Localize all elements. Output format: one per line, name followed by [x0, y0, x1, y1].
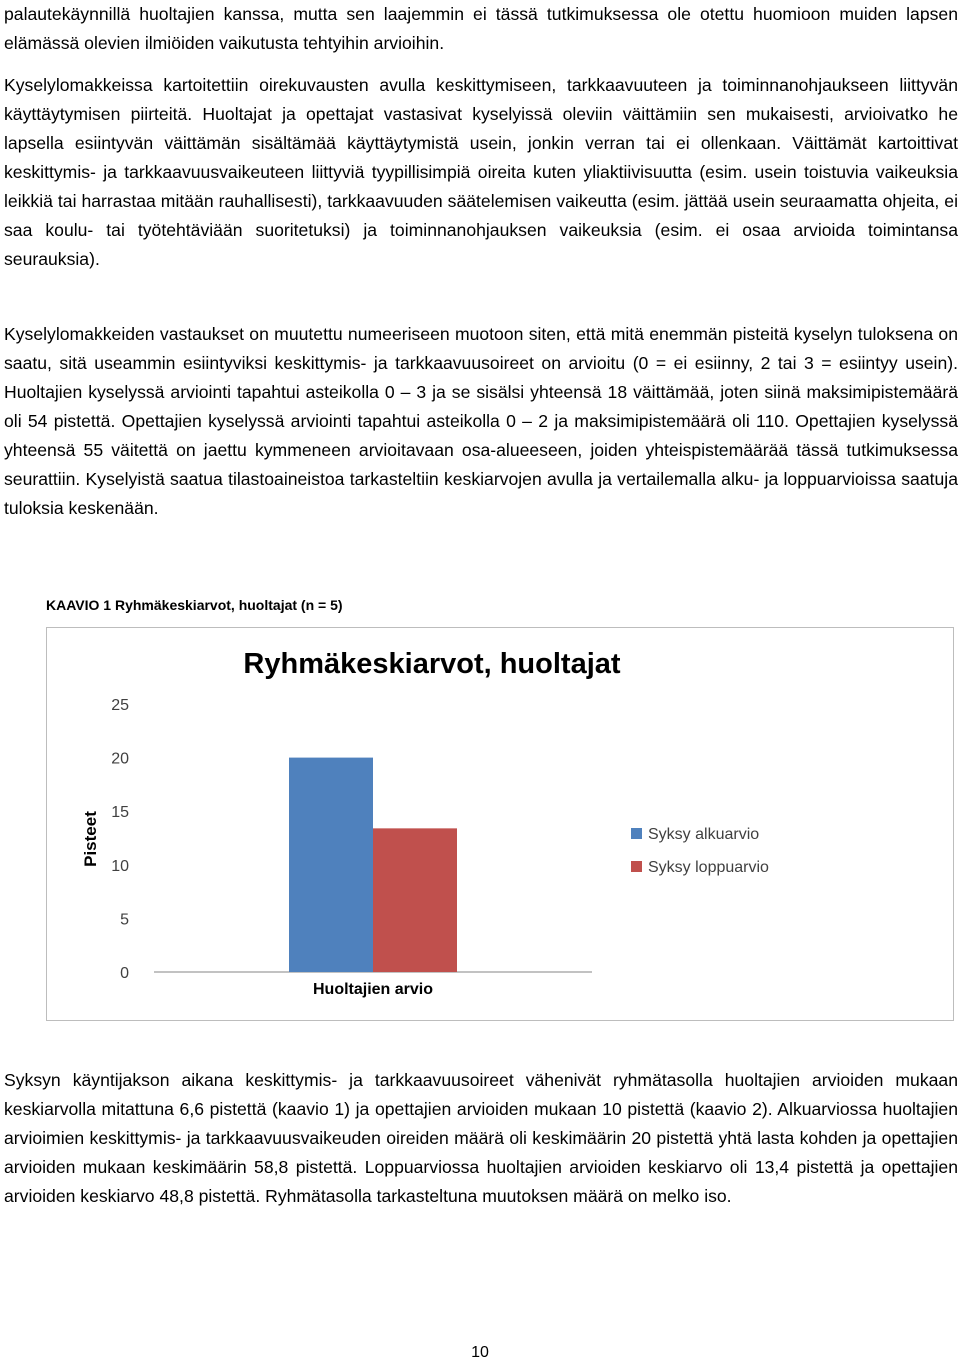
legend-label: Syksy alkuarvio	[648, 826, 760, 843]
y-axis-label: Pisteet	[81, 811, 100, 867]
y-tick-label: 10	[111, 857, 129, 875]
paragraph-3: Kyselylomakkeiden vastaukset on muutettu numeeriseen muotoon siten, että mitä enemmän pisteitä kyselyn tuloksena on saatu, sitä useammin esiintyviksi keskittymis- ja tarkkaavuusoireet on arvioitu (0 = ei esiinny, 2 tai 3 = esiintyy usein). Huoltajien kyselyssä arviointi tapahtui asteikolla 0 – 3 ja se sisälsi yhteensä 18 väittämää, joten siinä maksimipistemäärä oli 54 pistettä. Opettajien kyselyssä arviointi tapahtui asteikolla 0 – 2 ja maksimipistemäärä oli 110. Opettajien kyselyssä yhteensä 55 väitettä on jaettu kymmeneen arvioitavaan osa-alueeseen, joiden yhteispistemäärää tässä tutkimuksessa seurattiin. Kyselyistä saatua tilastoaineistoa tarkasteltiin keskiarvojen avulla ja vertailemalla alku- ja loppuarvioissa saatuja tuloksia keskenään.	[4, 324, 958, 518]
y-tick-label: 20	[111, 750, 129, 768]
legend	[631, 826, 769, 876]
paragraph-4: Syksyn käyntijakson aikana keskittymis- ja tarkkaavuusoireet vähenivät ryhmätasolla huoltajien arvioiden mukaan keskiarvolla mitattuna 6,6 pistettä (kaavio 1) ja opettajien arvioiden mukaan 10 pistettä (kaavio 2). Alkuarviossa huoltajien arvioimien keskittymis- ja tarkkaavuusvaikeuden oireiden määrä oli keskimäärin 20 pistettä yhtä lasta kohden ja opettajien arvioiden mukaan keskimäärin 58,8 pistettä. Loppuarviossa huoltajien arvioiden keskiarvo oli 13,4 pistettä ja opettajien arvioiden keskiarvo 48,8 pistettä. Ryhmätasolla tarkasteltuna muutoksen määrä on melko iso.	[4, 1070, 958, 1206]
chart-container	[46, 627, 954, 1021]
y-tick-label: 25	[111, 697, 129, 714]
legend-swatch	[631, 828, 642, 839]
y-tick-label: 15	[111, 804, 129, 822]
y-tick-label: 0	[120, 965, 129, 982]
legend-label: Syksy loppuarvio	[648, 859, 769, 876]
chart-title: Ryhmäkeskiarvot, huoltajat	[243, 648, 621, 680]
y-axis-ticks	[111, 697, 129, 982]
bar-chart	[47, 628, 953, 1020]
bar-alkuarvio	[289, 758, 373, 972]
bar-loppuarvio	[373, 828, 457, 972]
x-axis-label: Huoltajien arvio	[312, 981, 434, 998]
legend-swatch	[631, 861, 642, 872]
figure-caption: KAAVIO 1 Ryhmäkeskiarvot, huoltajat (n = 5)	[46, 597, 343, 613]
page-number: 10	[471, 1344, 489, 1361]
y-tick-label: 5	[120, 911, 129, 929]
paragraph-1: palautekäynnillä huoltajien kanssa, mutta sen laajemmin ei tässä tutkimuksessa ole otettu huomioon muiden lapsen elämässä olevien ilmiöiden vaikutusta tehtyihin arvioihin.	[4, 4, 958, 53]
bars-group	[289, 758, 457, 972]
paragraph-2: Kyselylomakkeissa kartoitettiin oirekuvausten avulla keskittymiseen, tarkkaavuuteen ja toiminnanohjaukseen liittyvän käyttäytymisen piirteitä. Huoltajat ja opettajat vastasivat kyselyissä oleviin väittämiin sen mukaisesti, arvioivatko he lapsella esiintyvän väittämän sisältämää käyttäytymistä usein, jonkin verran tai ei ollenkaan. Väittämät kartoittivat keskittymis- ja tarkkaavuusvaikeuteen liittyviä tyypillisimpiä oireita kuten yliaktiivisuutta (esim. usein toistuvia vaikeuksia leikkiä tai harrastaa mitään rauhallisesti), tarkkaavuuden säätelemisen vaikeutta (esim. jättää usein seuraamatta ohjeita, ei saa koulu- tai työtehtäviään suoritetuksi) ja toiminnanohjauksen vaikeuksia (esim. ei osaa arvioida toimintansa seurauksia).	[4, 75, 958, 269]
